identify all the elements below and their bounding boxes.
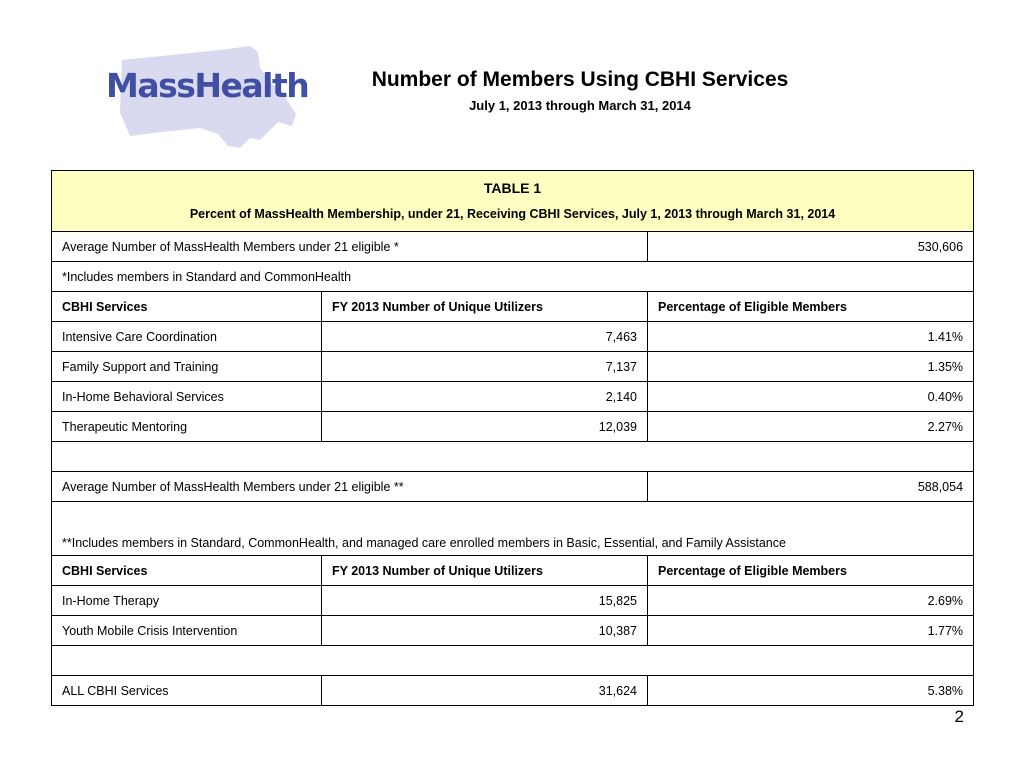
- page-title: Number of Members Using CBHI Services: [371, 68, 789, 91]
- table-title: TABLE 1: [483, 179, 542, 196]
- spacer-row: [52, 442, 974, 472]
- page-number: 2: [954, 707, 964, 726]
- eligible-value: 588,054: [648, 472, 974, 502]
- percent-cell: 1.41%: [648, 322, 974, 352]
- col-header-utilizers: FY 2013 Number of Unique Utilizers: [322, 556, 648, 586]
- eligible-value: 530,606: [648, 232, 974, 262]
- utilizers-cell: 7,137: [322, 352, 648, 382]
- spacer-cell: [52, 646, 974, 676]
- cbhi-table: [51, 170, 974, 706]
- utilizers-cell: 12,039: [322, 412, 648, 442]
- eligible-label: Average Number of MassHealth Members under 21 eligible *: [52, 232, 648, 262]
- eligible-label: Average Number of MassHealth Members under 21 eligible **: [52, 472, 648, 502]
- table-header-row: [52, 171, 974, 232]
- table-row: [52, 412, 974, 442]
- masshealth-logo: [100, 42, 309, 150]
- eligible-row: [52, 472, 974, 502]
- table-row: [52, 352, 974, 382]
- service-cell: In-Home Behavioral Services: [52, 382, 322, 412]
- spacer-row: [52, 646, 974, 676]
- total-service-cell: ALL CBHI Services: [52, 676, 322, 706]
- percent-cell: 1.35%: [648, 352, 974, 382]
- total-percent-cell: 5.38%: [648, 676, 974, 706]
- note-row: [52, 502, 974, 556]
- col-header-service: CBHI Services: [52, 556, 322, 586]
- service-cell: In-Home Therapy: [52, 586, 322, 616]
- utilizers-cell: 15,825: [322, 586, 648, 616]
- table-subtitle: Percent of MassHealth Membership, under 21, Receiving CBHI Services, July 1, 2013 through March 31, 2014: [189, 206, 836, 221]
- service-cell: Youth Mobile Crisis Intervention: [52, 616, 322, 646]
- table-header: [52, 171, 974, 232]
- percent-cell: 0.40%: [648, 382, 974, 412]
- col-header-percent: Percentage of Eligible Members: [648, 556, 974, 586]
- note-row: [52, 262, 974, 292]
- table-row: [52, 382, 974, 412]
- spacer-cell: [52, 442, 974, 472]
- note-text: **Includes members in Standard, CommonHealth, and managed care enrolled members in Basic, Essential, and Family Assistance: [52, 502, 974, 556]
- logo-text: MassHealth: [106, 66, 309, 105]
- table-row: [52, 616, 974, 646]
- col-header-utilizers: FY 2013 Number of Unique Utilizers: [322, 292, 648, 322]
- table-row: [52, 586, 974, 616]
- col-header-percent: Percentage of Eligible Members: [648, 292, 974, 322]
- eligible-row: [52, 232, 974, 262]
- percent-cell: 2.27%: [648, 412, 974, 442]
- table-row: [52, 322, 974, 352]
- service-cell: Intensive Care Coordination: [52, 322, 322, 352]
- utilizers-cell: 10,387: [322, 616, 648, 646]
- col-header-service: CBHI Services: [52, 292, 322, 322]
- service-cell: Family Support and Training: [52, 352, 322, 382]
- percent-cell: 1.77%: [648, 616, 974, 646]
- page-subtitle: July 1, 2013 through March 31, 2014: [469, 98, 691, 113]
- utilizers-cell: 7,463: [322, 322, 648, 352]
- total-utilizers-cell: 31,624: [322, 676, 648, 706]
- column-header-row: [52, 292, 974, 322]
- percent-cell: 2.69%: [648, 586, 974, 616]
- utilizers-cell: 2,140: [322, 382, 648, 412]
- service-cell: Therapeutic Mentoring: [52, 412, 322, 442]
- note-text: *Includes members in Standard and CommonHealth: [52, 262, 974, 292]
- column-header-row: [52, 556, 974, 586]
- total-row: [52, 676, 974, 706]
